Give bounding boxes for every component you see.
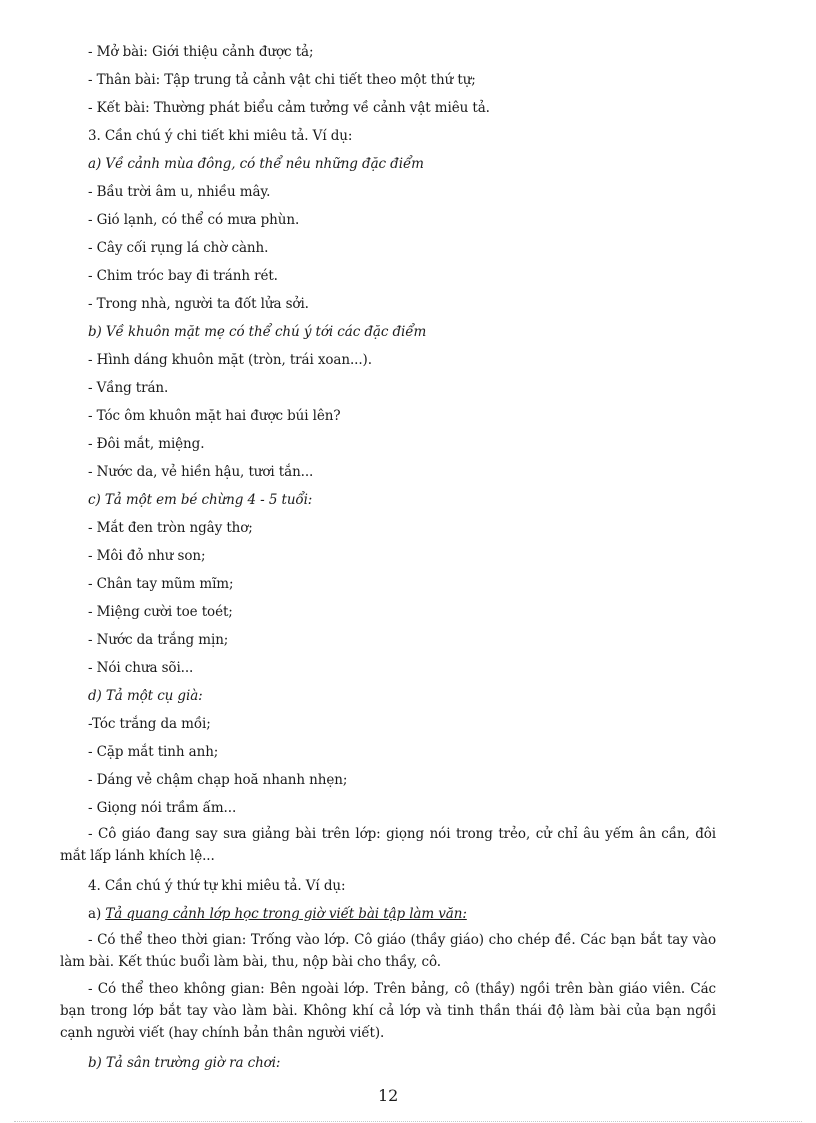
- section-4-heading: 4. Cần chú ý thứ tự khi miêu tả. Ví dụ:: [88, 878, 346, 894]
- example-a-title: Tả quang cảnh lớp học trong giờ viết bài tập làm văn:: [105, 906, 467, 922]
- example-b-order-heading: b) Tả sân trường giờ ra chơi:: [88, 1055, 281, 1071]
- example-a-order-heading: [88, 905, 467, 923]
- list-item: - Nước da, vẻ hiền hậu, tươi tắn...: [88, 464, 314, 480]
- list-item: - Chân tay mũm mĩm;: [88, 576, 234, 592]
- list-item: - Đôi mắt, miệng.: [88, 436, 205, 452]
- page-number: 12: [378, 1086, 399, 1105]
- outline-conclusion-line: - Kết bài: Thường phát biểu cảm tưởng về cảnh vật miêu tả.: [88, 100, 490, 116]
- list-item: -Tóc trắng da mồi;: [88, 716, 211, 732]
- order-by-time-paragraph: - Có thể theo thời gian: Trống vào lớp. Cô giáo (thầy giáo) cho chép đề. Các bạn bắt tay vào làm bài. Kết thúc buổi làm bài, thu, nộp bài cho thầy, cô.: [60, 932, 716, 970]
- list-item: - Miệng cười toe toét;: [88, 604, 233, 620]
- list-item: - Hình dáng khuôn mặt (tròn, trái xoan...).: [88, 352, 372, 368]
- bottom-divider: [14, 1121, 802, 1122]
- order-by-space-paragraph: - Có thể theo không gian: Bên ngoài lớp. Trên bảng, cô (thầy) ngồi trên bàn giáo viên. Các bạn trong lớp bắt tay vào làm bài. Không khí cả lớp và tinh thần thái độ làm bài của bạn ngồi cạnh người viết (hay chính bản thân người viết).: [60, 981, 716, 1041]
- outline-intro-line: - Mở bài: Giới thiệu cảnh được tả;: [88, 44, 314, 60]
- teacher-paragraph: - Cô giáo đang say sưa giảng bài trên lớp: giọng nói trong trẻo, cử chỉ âu yếm ân cần, đôi mắt lấp lánh khích lệ...: [60, 826, 716, 864]
- list-item: - Vầng trán.: [88, 380, 169, 396]
- list-item: - Nước da trắng mịn;: [88, 632, 229, 648]
- example-c-heading: c) Tả một em bé chừng 4 - 5 tuổi:: [88, 492, 313, 508]
- list-item: - Cặp mắt tinh anh;: [88, 744, 219, 760]
- example-a-heading: a) Về cảnh mùa đông, có thể nêu những đặc điểm: [88, 156, 424, 172]
- list-item: - Giọng nói trầm ấm...: [88, 800, 237, 816]
- list-item: - Bầu trời âm u, nhiều mây.: [88, 184, 271, 200]
- list-item: - Chim tróc bay đi tránh rét.: [88, 268, 278, 284]
- list-item: - Tóc ôm khuôn mặt hai được búi lên?: [88, 408, 341, 424]
- list-item: - Trong nhà, người ta đốt lửa sởi.: [88, 296, 309, 312]
- example-a-prefix: a): [88, 906, 106, 922]
- list-item: - Cây cối rụng lá chờ cành.: [88, 240, 269, 256]
- list-item: - Gió lạnh, có thể có mưa phùn.: [88, 212, 300, 228]
- example-d-heading: d) Tả một cụ già:: [88, 688, 203, 704]
- example-b-heading: b) Về khuôn mặt mẹ có thể chú ý tới các đặc điểm: [88, 324, 427, 340]
- list-item: - Dáng vẻ chậm chạp hoă nhanh nhẹn;: [88, 772, 348, 788]
- outline-body-line: - Thân bài: Tập trung tả cảnh vật chi tiết theo một thứ tự;: [88, 72, 476, 88]
- list-item: - Môi đỏ như son;: [88, 548, 206, 564]
- list-item: - Nói chưa sõi...: [88, 660, 194, 676]
- list-item: - Mắt đen tròn ngây thơ;: [88, 520, 253, 536]
- section-3-heading: 3. Cần chú ý chi tiết khi miêu tả. Ví dụ:: [88, 128, 353, 144]
